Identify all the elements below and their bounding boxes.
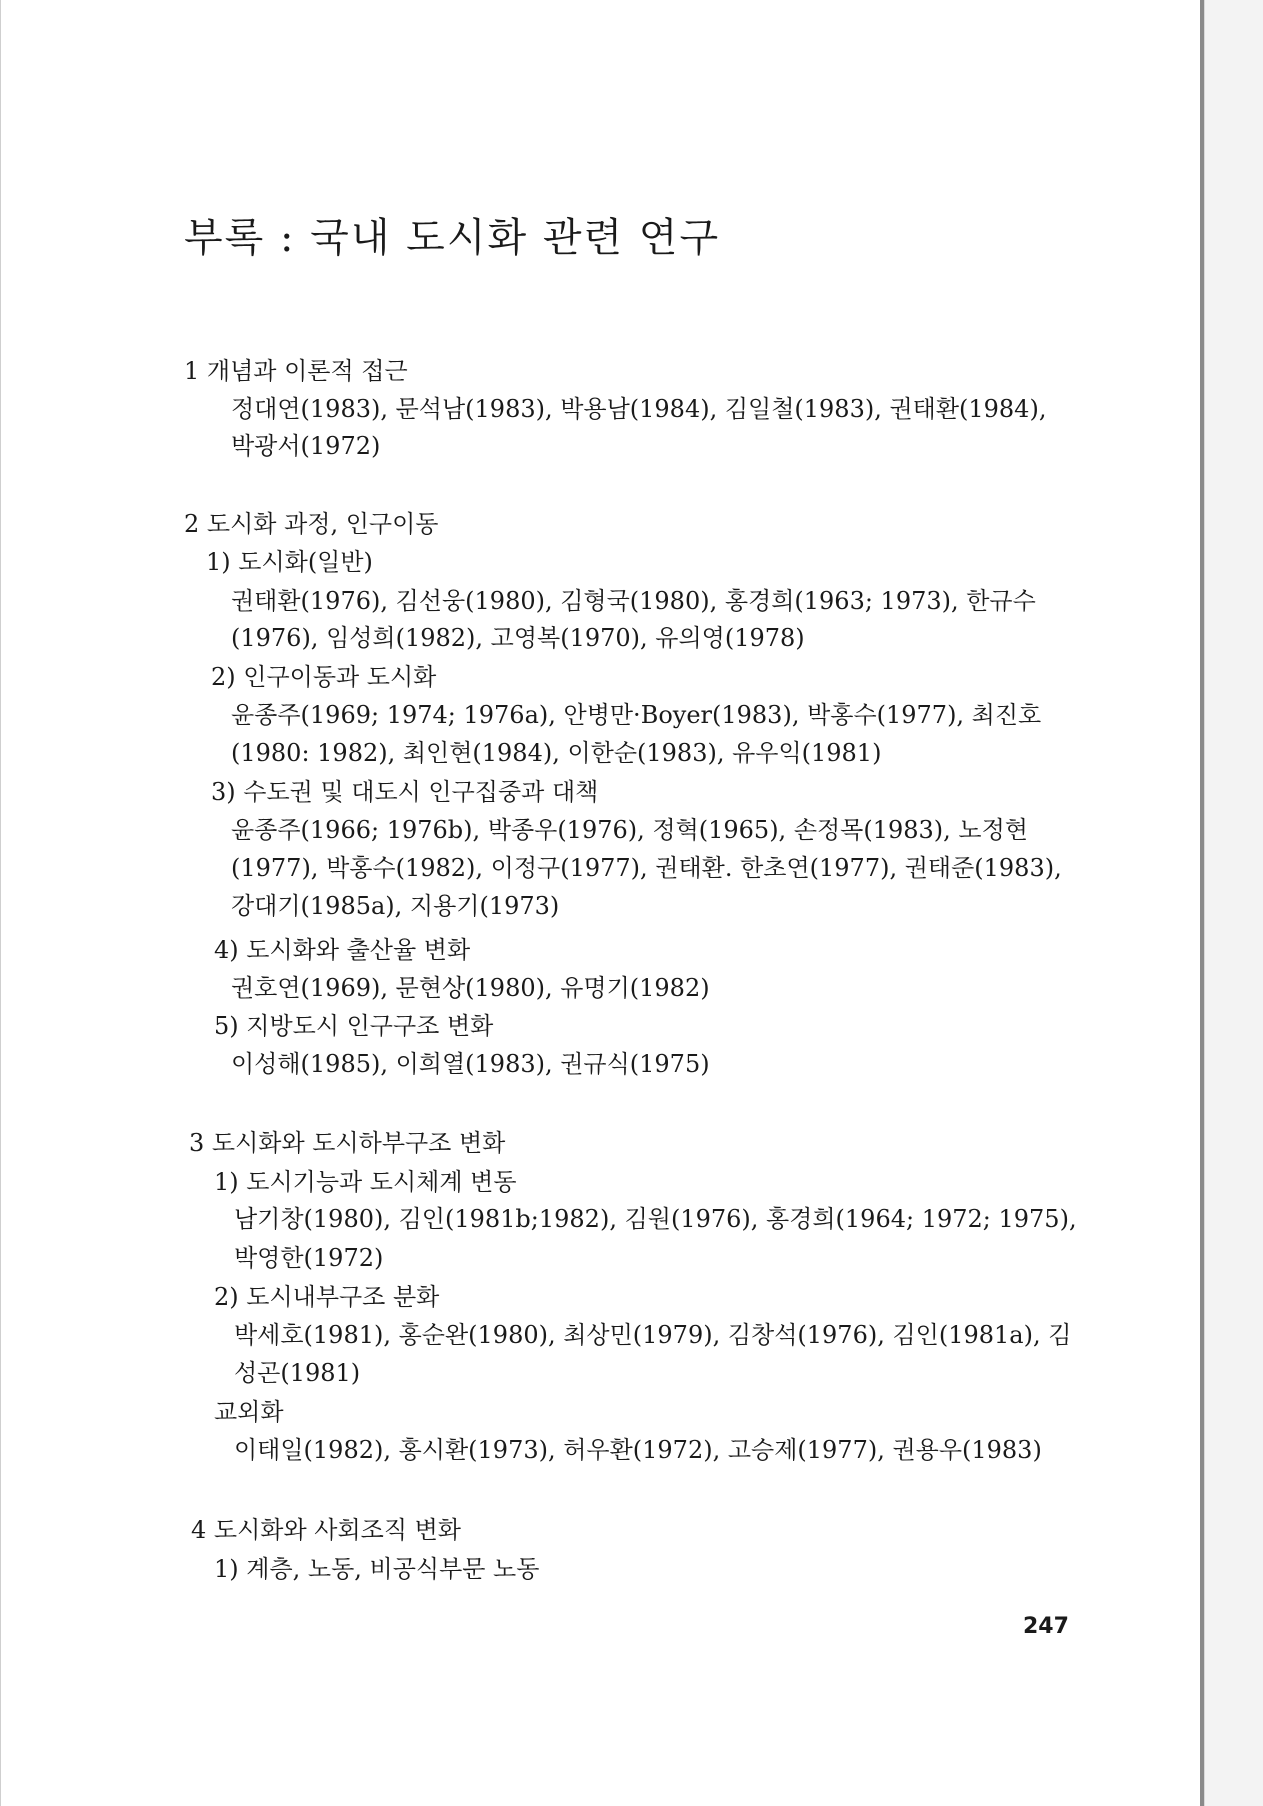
viewer-gutter [1204,0,1263,1806]
reference-line: 박영한(1972) [234,1244,384,1272]
subsection-heading: 1) 도시화(일반) [206,548,373,576]
reference-line: (1976), 임성희(1982), 고영복(1970), 유의영(1978) [231,624,805,652]
subsection-heading: 5) 지방도시 인구구조 변화 [214,1012,494,1040]
reference-line: 이태일(1982), 홍시환(1973), 허우환(1972), 고승제(1977), 권용우(1983) [234,1436,1042,1464]
subsection-heading: 1) 계층, 노동, 비공식부문 노동 [214,1555,540,1583]
reference-line: 박세호(1981), 홍순완(1980), 최상민(1979), 김창석(1976), 김인(1981a), 김 [234,1321,1072,1349]
reference-line: 박광서(1972) [231,432,381,460]
reference-line: (1977), 박홍수(1982), 이정구(1977), 권태환. 한초연(1977), 권태준(1983), [231,854,1062,882]
reference-line: 강대기(1985a), 지용기(1973) [231,892,560,920]
subsection-heading: 1) 도시기능과 도시체계 변동 [214,1168,517,1196]
reference-line: (1980: 1982), 최인현(1984), 이한순(1983), 유우익(1981) [231,739,882,767]
subsection-heading: 교외화 [214,1398,284,1426]
reference-line: 윤종주(1966; 1976b), 박종우(1976), 정혁(1965), 손정목(1983), 노정현 [231,816,1028,844]
section-heading: 3 도시화와 도시하부구조 변화 [189,1129,506,1157]
reference-line: 남기창(1980), 김인(1981b;1982), 김원(1976), 홍경희(1964; 1972; 1975), [234,1205,1077,1233]
page-title: 부록 : 국내 도시화 관련 연구 [184,215,721,261]
reference-line: 윤종주(1969; 1974; 1976a), 안병만·Boyer(1983), 박홍수(1977), 최진호 [231,701,1042,729]
section-heading: 1 개념과 이론적 접근 [184,357,408,385]
subsection-heading: 2) 도시내부구조 분화 [214,1283,440,1311]
page-number: 247 [1023,1614,1069,1639]
section-heading: 2 도시화 과정, 인구이동 [184,510,439,538]
reference-line: 이성해(1985), 이희열(1983), 권규식(1975) [231,1050,710,1078]
subsection-heading: 3) 수도권 및 대도시 인구집중과 대책 [211,778,599,806]
reference-line: 권태환(1976), 김선웅(1980), 김형국(1980), 홍경희(1963; 1973), 한규수 [231,587,1036,615]
subsection-heading: 2) 인구이동과 도시화 [211,663,437,691]
reference-line: 성곤(1981) [234,1359,361,1387]
section-heading: 4 도시화와 사회조직 변화 [191,1516,461,1544]
subsection-heading: 4) 도시화와 출산율 변화 [214,936,471,964]
reference-line: 권호연(1969), 문현상(1980), 유명기(1982) [231,974,710,1002]
reference-line: 정대연(1983), 문석남(1983), 박용남(1984), 김일철(1983), 권태환(1984), [231,395,1047,423]
